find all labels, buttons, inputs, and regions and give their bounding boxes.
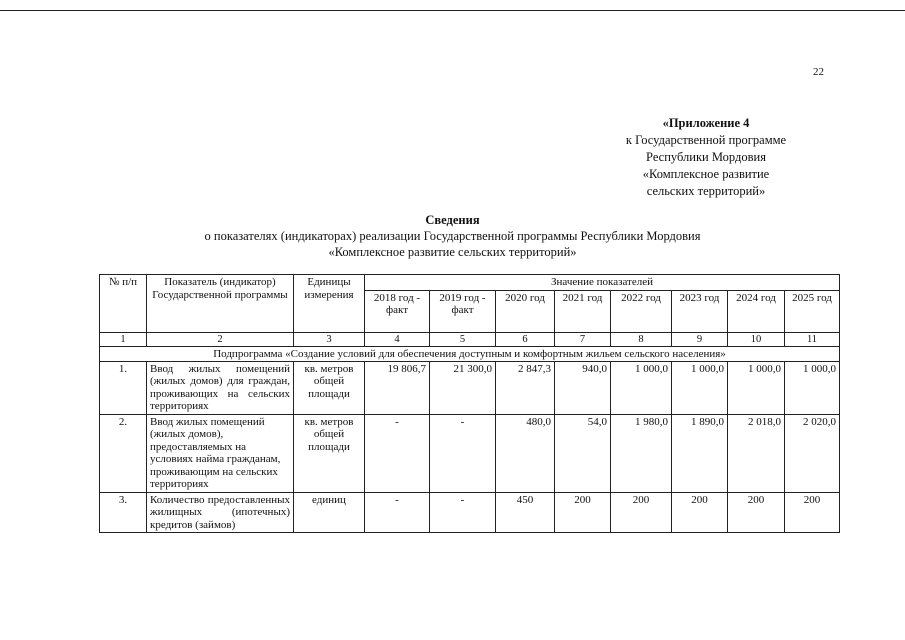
row-value: 480,0 <box>496 414 555 492</box>
column-number: 2 <box>147 332 294 346</box>
column-number: 11 <box>785 332 840 346</box>
subprogram-title: Подпрограмма «Создание условий для обеспечения доступным и комфортным жильем сельского населения» <box>100 346 840 361</box>
column-number: 6 <box>496 332 555 346</box>
header-num: № п/п <box>100 275 147 333</box>
column-number: 5 <box>430 332 496 346</box>
header-unit: Единицы измерения <box>294 275 365 333</box>
row-num: 2. <box>100 414 147 492</box>
appendix-block <box>590 115 822 200</box>
page-number: 22 <box>813 66 824 78</box>
column-number: 4 <box>365 332 430 346</box>
header-year: 2020 год <box>496 290 555 332</box>
appendix-line: сельских территорий» <box>646 184 766 198</box>
row-value: 19 806,7 <box>365 361 430 414</box>
column-number: 3 <box>294 332 365 346</box>
row-value: - <box>430 414 496 492</box>
header-year: 2019 год - факт <box>430 290 496 332</box>
heading-title: Сведения <box>425 213 480 227</box>
row-value: 1 000,0 <box>728 361 785 414</box>
row-num: 3. <box>100 492 147 533</box>
column-number: 7 <box>555 332 611 346</box>
row-value: 200 <box>728 492 785 533</box>
column-number: 10 <box>728 332 785 346</box>
row-indicator: Количество предоставленных жилищных (ипотечных) кредитов (займов) <box>147 492 294 533</box>
heading-subtitle-line: о показателях (индикаторах) реализации Государственной программы Республики Мордовия <box>204 229 701 243</box>
header-year: 2023 год <box>672 290 728 332</box>
row-unit: кв. метров общей площади <box>294 361 365 414</box>
header-year: 2024 год <box>728 290 785 332</box>
subprogram-row <box>100 346 840 361</box>
column-number: 8 <box>611 332 672 346</box>
top-rule <box>0 10 905 11</box>
row-value: - <box>430 492 496 533</box>
document-heading <box>95 212 810 260</box>
row-unit: кв. метров общей площади <box>294 414 365 492</box>
row-value: 21 300,0 <box>430 361 496 414</box>
row-value: 54,0 <box>555 414 611 492</box>
row-unit: единиц <box>294 492 365 533</box>
row-value: 1 890,0 <box>672 414 728 492</box>
row-value: 1 000,0 <box>611 361 672 414</box>
row-value: - <box>365 414 430 492</box>
header-year: 2021 год <box>555 290 611 332</box>
appendix-line: Республики Мордовия <box>646 150 766 164</box>
row-value: 450 <box>496 492 555 533</box>
heading-subtitle-line: «Комплексное развитие сельских территорий» <box>328 245 577 259</box>
appendix-line: «Комплексное развитие <box>642 167 770 181</box>
appendix-line: к Государственной программе <box>625 133 787 147</box>
row-value: 200 <box>611 492 672 533</box>
row-value: 1 000,0 <box>785 361 840 414</box>
header-row <box>100 275 840 291</box>
header-year: 2018 год - факт <box>365 290 430 332</box>
row-value: 2 847,3 <box>496 361 555 414</box>
header-year: 2025 год <box>785 290 840 332</box>
row-value: 940,0 <box>555 361 611 414</box>
row-value: 2 020,0 <box>785 414 840 492</box>
row-indicator: Ввод жилых помещений (жилых домов) для граждан, проживающих на сельских территориях <box>147 361 294 414</box>
column-number: 9 <box>672 332 728 346</box>
row-indicator: Ввод жилых помещений (жилых домов), предоставляемых на условиях найма гражданам, проживающим на сельских территориях <box>147 414 294 492</box>
row-value: 1 980,0 <box>611 414 672 492</box>
column-numbers-row <box>100 332 840 346</box>
row-value: 200 <box>785 492 840 533</box>
table-row <box>100 492 840 533</box>
table-row <box>100 361 840 414</box>
row-value: 2 018,0 <box>728 414 785 492</box>
header-values-group: Значение показателей <box>365 275 840 291</box>
table-row <box>100 414 840 492</box>
row-value: - <box>365 492 430 533</box>
header-indicator: Показатель (индикатор) Государственной программы <box>147 275 294 333</box>
appendix-title: «Приложение 4 <box>662 116 750 130</box>
row-value: 200 <box>555 492 611 533</box>
column-number: 1 <box>100 332 147 346</box>
header-year: 2022 год <box>611 290 672 332</box>
row-num: 1. <box>100 361 147 414</box>
row-value: 200 <box>672 492 728 533</box>
row-value: 1 000,0 <box>672 361 728 414</box>
indicators-table <box>99 274 840 533</box>
